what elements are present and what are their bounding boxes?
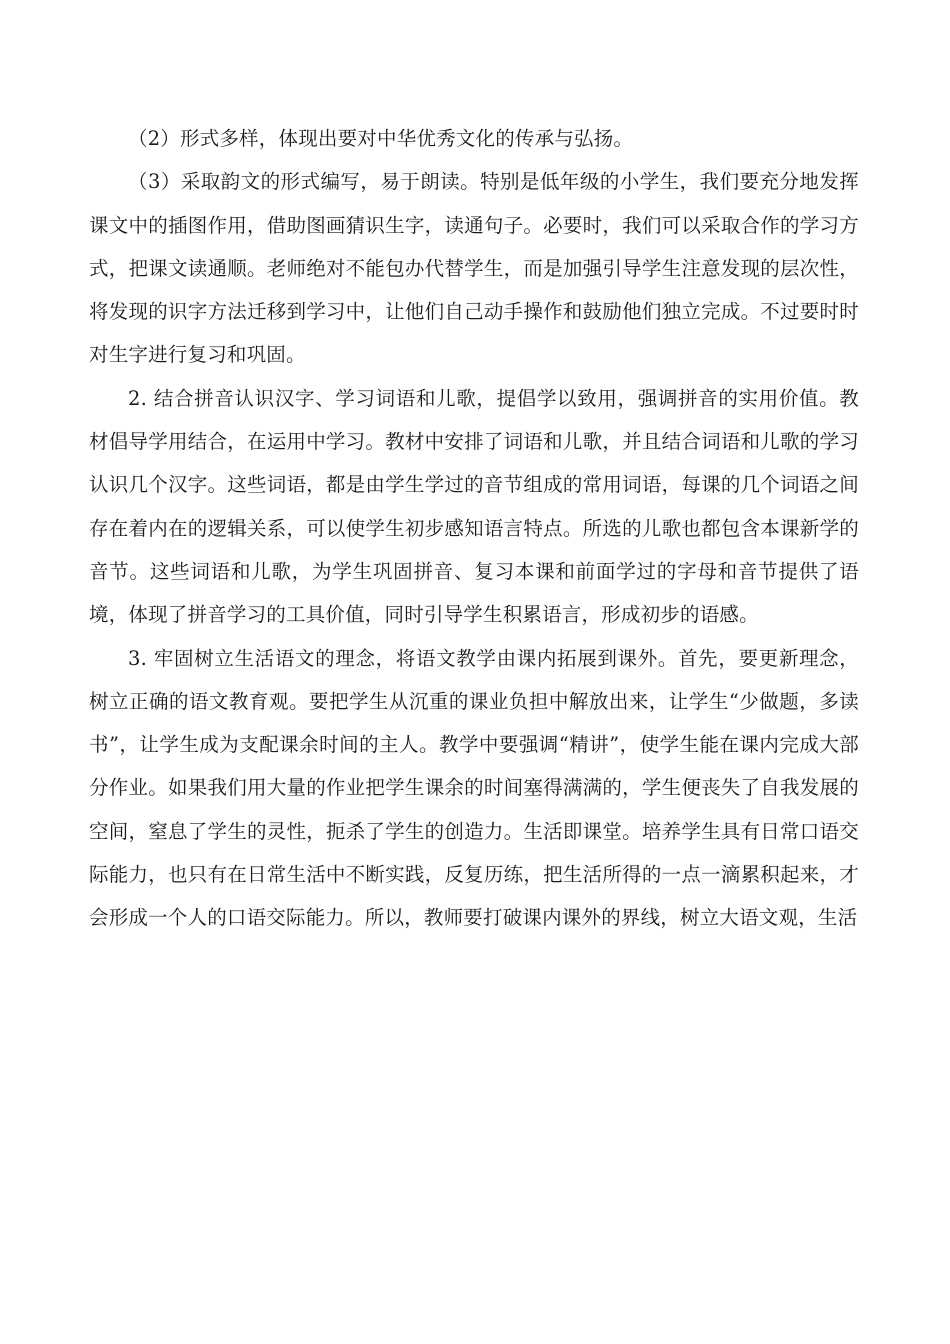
document-body (89, 117, 859, 940)
paragraph-life-chinese: 3. 牢固树立生活语文的理念，将语文教学由课内拓展到课外。首先，要更新理念，树立正确的语文教育观。要把学生从沉重的课业负担中解放出来，让学生“少做题，多读书”，让学生成为支配课余时间的主人。教学中要强调“精讲”，使学生能在课内完成大部分作业。如果我们用大量的作业把学生课余的时间塞得满满的，学生便丧失了自我发展的空间，窒息了学生的灵性，扼杀了学生的创造力。生活即课堂。培养学生具有日常口语交际能力，也只有在日常生活中不断实践，反复历练，把生活所得的一点一滴累积起来，才会形成一个人的口语交际能力。所以，教师要打破课内课外的界线，树立大语文观，生活 (89, 646, 859, 930)
paragraph-form-variety: （2）形式多样，体现出要对中华优秀文化的传承与弘扬。 (128, 127, 634, 150)
paragraph-rhyme-reading: （3）采取韵文的形式编写，易于朗读。特别是低年级的小学生，我们要充分地发挥课文中的插图作用，借助图画猜识生字，读通句子。必要时，我们可以采取合作的学习方式，把课文读通顺。老师绝对不能包办代替学生，而是加强引导学生注意发现的层次性，将发现的识字方法迁移到学习中，让他们自己动手操作和鼓励他们独立完成。不过要时时对生字进行复习和巩固。 (89, 170, 859, 367)
paragraph-pinyin-practical: 2. 结合拼音认识汉字、学习词语和儿歌，提倡学以致用，强调拼音的实用价值。教材倡导学用结合，在运用中学习。教材中安排了词语和儿歌，并且结合词语和儿歌的学习认识几个汉字。这些词语，都是由学生学过的音节组成的常用词语，每课的几个词语之间存在着内在的逻辑关系，可以使学生初步感知语言特点。所选的儿歌也都包含本课新学的音节。这些词语和儿歌，为学生巩固拼音、复习本课和前面学过的字母和音节提供了语境，体现了拼音学习的工具价值，同时引导学生积累语言，形成初步的语感。 (89, 386, 859, 627)
